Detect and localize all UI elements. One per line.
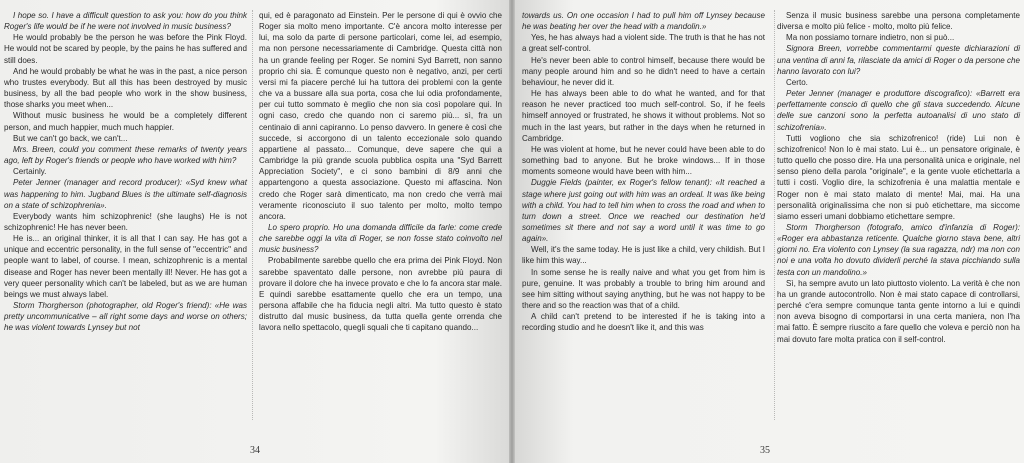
paragraph: A child can't pretend to be interested if he is taking into a recording studio and he doesn't like it, and this was bbox=[522, 312, 765, 333]
paragraph: Without music business he would be a completely different person, and much happier, much much happier. bbox=[4, 111, 247, 132]
paragraph: Sì, ha sempre avuto un lato piuttosto violento. La verità è che non ha un grande autocontrollo. Non è mai stato capace di controllarsi, perché c'era sempre comunque tanta gente intorno a lui e quindi non aveva bisogno di comportarsi in una certa maniera, non l'ha mai fatto. È sempre riuscito a fare quello che voleva e perciò non ha mai dovuto fare molta pratica con il self-control. bbox=[777, 278, 1020, 344]
paragraph: Signora Breen, vorrebbe commentarmi queste dichiarazioni di una ventina di anni fa, rilasciate da amici di Roger o da persone che hanno lavorato con lui? bbox=[777, 44, 1020, 76]
left-page-italian-column bbox=[259, 10, 502, 334]
paragraph: Peter Jenner (manager e produttore discografico): «Barrett era perfettamente conscio di quello che gli stava succedendo. Alcune delle sue canzoni sono la perfetta autoanalisi di uno stato di schizofrenia». bbox=[777, 89, 1020, 132]
paragraph: He would probably be the person he was before the Pink Floyd. He would not be scared by people, by the pains he has suffered and still does. bbox=[4, 33, 247, 65]
paragraph: In some sense he is really naive and what you get from him is pure, genuine. It was probably a trouble to bring him around and see him sitting without saying anything, but he was not happy to be there and so the reaction was that of a child. bbox=[522, 267, 765, 311]
paragraph: Storm Thorgherson (fotografo, amico d'infanzia di Roger): «Roger era abbastanza reticente. Qualche giorno stava bene, altri giorni no. Era violento con Lynsey (la sua ragazza, ndr) ma non con noi e una volta ho dovuto dividerli perché la stava picchiando sulla testa con un mandolino.» bbox=[777, 222, 1020, 277]
right-page-columns bbox=[522, 10, 1020, 345]
left-page-english-column bbox=[4, 10, 247, 334]
right-page-italian-column bbox=[777, 10, 1020, 345]
paragraph: towards us. On one occasion I had to pull him off Lynsey because he was beating her over the head with a mandolin.» bbox=[522, 11, 765, 32]
paragraph: He was violent at home, but he never could have been able to do something bad to anyone. But he broke windows... If in those moments someone would have been with him... bbox=[522, 144, 765, 177]
paragraph: He has always been able to do what he wanted, and for that reason he never practiced too much self-control. So, if he feels himself annoyed or frustrated, he shows it without problems. Not so much in the last years, but rather in the days when he returned in Cambridge. bbox=[522, 89, 765, 143]
paragraph: He's never been able to control himself, because there would be many people around him and so he didn't need to have a certain behaviour, he never did it. bbox=[522, 55, 765, 87]
column-divider bbox=[252, 10, 254, 420]
right-page bbox=[512, 0, 1024, 463]
paragraph: Senza il music business sarebbe una persona completamente diversa e molto più felice - molto, molto più felice. bbox=[777, 11, 1020, 32]
book-gutter bbox=[509, 0, 515, 463]
page-number: 35 bbox=[760, 445, 770, 456]
paragraph: I hope so. I have a difficult question to ask you: how do you think Roger's life would be if he were not involved in music business? bbox=[4, 11, 247, 32]
paragraph: Certainly. bbox=[13, 167, 47, 177]
paragraph: And he would probably be what he was in the past, a nice person who trustes everybody. But all this has been destroyed by music business, by all the bad people who work in the show business, those sharks you meet when... bbox=[4, 66, 247, 110]
page-number: 34 bbox=[250, 445, 260, 456]
paragraph: Tutti vogliono che sia schizofrenico! (ride) Lui non è schizofrenico! Non lo è mai stato. Lui è... un pensatore originale, è tutto quello che posso dire. Ha una personalità unica e originale, nel senso pieno della parola "originale", e la gente vuole etichettarla a tutti i costi. Voglio dire, la schizofrenia è una malattia mentale e Roger non è mai stato malato di mente! Mai, mai. Ha una personalità originalissima che non si può etichettare, ma siccome siamo esseri umani dobbiamo etichettare sempre. bbox=[777, 133, 1020, 221]
paragraph: qui, ed è paragonato ad Einstein. Per le persone di qui è ovvio che Roger sia molto meno importante. C'è ancora molto interesse per lui, ma solo da parte di persone particolari, come lei, ad esempio, ma non persone necessariamente di Cambridge. Questa città non ha un grande feeling per Roger. Se nomini Syd Barrett, non sanno proprio chi sia. È comunque questo non è negativo, anzi, per certi versi mi fa piacere perché lui ha tuttora dei problemi con la gente che va a bussare alla sua porta, cosa che lui odia profondamente, per cui tutto sommato è meglio che non sia così popolare qui. In ogni caso, credo che quando non ci saremo più... sì, fra un centinaio di anni capiranno. Lo penso davvero. In genere è così che succede, si accorgono di un talento eccezionale solo quando appartiene al passato... Comunque, deve sapere che qui a Cambridge la più grande scuola pubblica ospita una "Syd Barrett Appreciation Society", e ci sono bambini di 8/9 anni che appartengono a questa associazione. Questo mi affascina. Non credo che Roger sarà dimenticato, ma non credo che verrà mai veramente riconosciuto il suo talento per molto, molto tempo ancora. bbox=[259, 11, 502, 221]
paragraph: Probabilmente sarebbe quello che era prima dei Pink Floyd. Non sarebbe spaventato dalle persone, non avrebbe più paura di provare il dolore che ha invece provato e che lo fa ancora star male. E quindi sarebbe esattamente quello che era un tempo, una persona affabile che ha fiducia negli altri. Ma tutto questo è stato distrutto dal music business, da tutta quella gente orrenda che lavora nello spettacolo, quegli squali che ti capitano quando... bbox=[259, 256, 502, 333]
paragraph: Yes, he has always had a violent side. The truth is that he has not a great self-control. bbox=[522, 33, 765, 54]
paragraph: Peter Jenner (manager and record producer): «Syd knew what was happening to him. Jugband Blues is the ultimate self-diagnosis on a state of schizophrenia». bbox=[4, 178, 247, 210]
paragraph: Mrs. Breen, could you comment these remarks of twenty years ago, left by Roger's friends or people who have worked with him? bbox=[4, 144, 247, 166]
right-page-english-column bbox=[522, 10, 765, 345]
paragraph: Everybody wants him schizophrenic! (she laughs) He is not schizophrenic! He has never been. bbox=[4, 211, 247, 232]
paragraph: Storm Thorgherson (photographer, old Roger's friend): «He was pretty uncommunicative – all right some days and worse on others; he was violent towards Lynsey but not bbox=[4, 301, 247, 333]
paragraph: Duggie Fields (painter, ex Roger's fellow tenant): «It reached a stage where just going out with him was an ordeal. It was like being with a child. You had to tell him when to cross the road and when to turn down a street. Once we reached our destination he'd sometimes sit there and not say a word until it was time to go again». bbox=[522, 178, 765, 244]
paragraph: Certo. bbox=[786, 77, 808, 87]
column-divider bbox=[774, 10, 776, 420]
paragraph: Lo spero proprio. Ho una domanda difficile da farle: come crede che sarebbe oggi la vita di Roger, se non fosse stato coinvolto nel music business? bbox=[259, 222, 502, 255]
paragraph: Well, it's the same today. He is just like a child, very childish. But I like him this way... bbox=[522, 245, 765, 266]
paragraph: Ma non possiamo tornare indietro, non si può... bbox=[786, 33, 955, 43]
paragraph: He is... an original thinker, it is all that I can say. He has got a unique and eccentric personality, in the full sense of "eccentric" and people want to label, of course. I mean, schizophrenic is a mental disease and Roger has never been mentally ill! Never. He has got a very queer personality which can't be labeled, but as we are human beings we must always label. bbox=[4, 234, 247, 299]
paragraph: But we can't go back, we can't... bbox=[13, 133, 128, 143]
